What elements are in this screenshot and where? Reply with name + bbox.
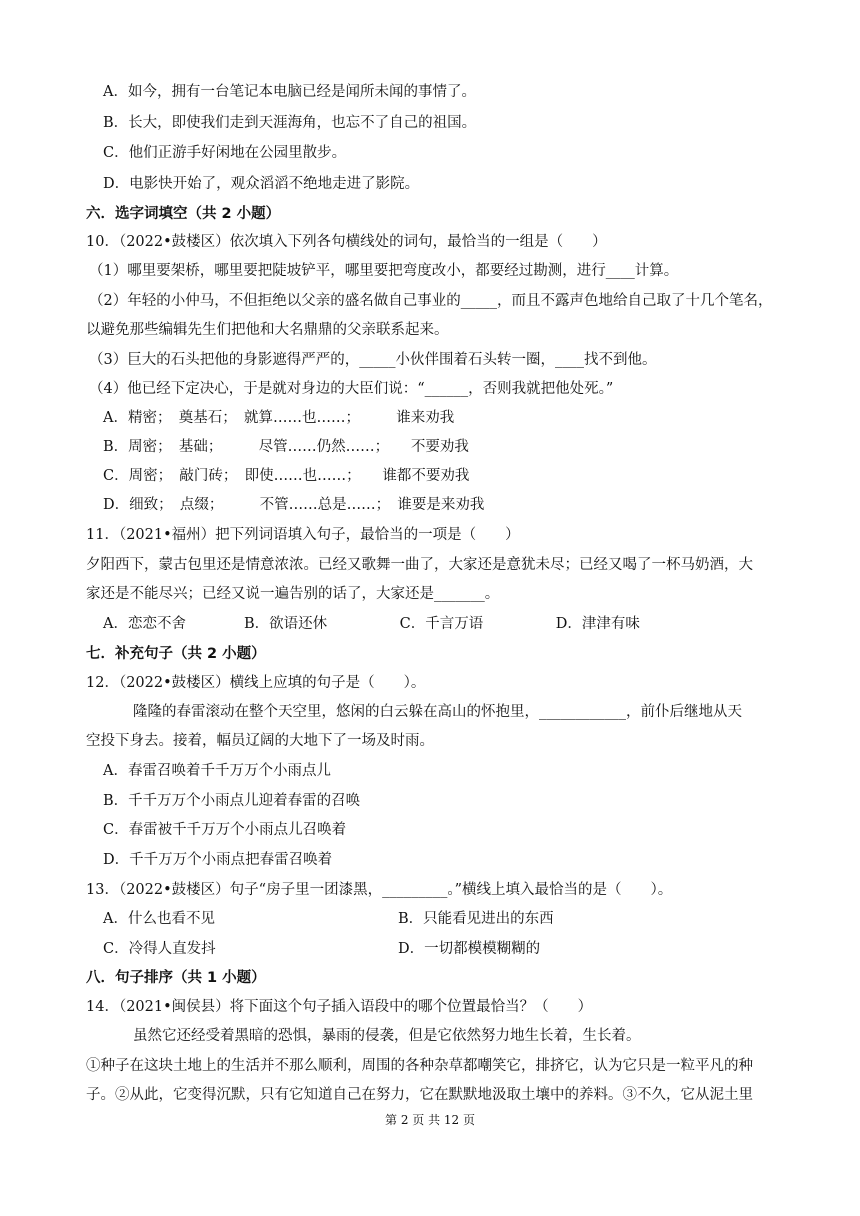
- prev-option-d: D．电影快开始了，观众滔滔不绝地走进了影院。: [103, 176, 420, 192]
- q10-option-d: D．细致； 点缀； 不管……总是……； 谁要是来劝我: [103, 497, 485, 513]
- q11-stem: 11．（2021•福州）把下列词语填入句子，最恰当的一项是（ ）: [86, 527, 520, 543]
- q12-option-c: C．春雷被千千万万个小雨点儿召唤着: [103, 822, 347, 838]
- section-6-title: 六．选字词填空（共 2 小题）: [86, 206, 281, 222]
- q13-option-d: D．一切都模模糊糊的: [398, 941, 541, 957]
- q12-passage-1: 隆隆的春雷滚动在整个天空里，悠闲的白云躲在高山的怀抱里，____________，前仆后继地从天: [133, 704, 742, 720]
- q10-option-c: C．周密； 敲门砖； 即使……也……； 谁都不要劝我: [103, 468, 470, 484]
- q13-option-b: B．只能看见进出的东西: [398, 911, 554, 927]
- page-footer: 第 2 页 共 12 页: [385, 1113, 475, 1127]
- q14-inserted-sentence: 虽然它还经受着黑暗的恐惧，暴雨的侵袭，但是它依然努力地生长着，生长着。: [133, 1028, 641, 1044]
- prev-option-b: B．长大，即使我们走到天涯海角，也忘不了自己的祖国。: [103, 115, 477, 131]
- q14-passage-1: ①种子在这块土地上的生活并不那么顺利，周围的各种杂草都嘲笑它，排挤它，认为它只是一粒平凡的种: [86, 1058, 753, 1074]
- q14-passage-2: 子。②从此，它变得沉默，只有它知道自己在努力，它在默默地汲取土壤中的养料。③不久，它从泥土里: [86, 1087, 753, 1103]
- q12-passage-2: 空投下身去。接着，幅员辽阔的大地下了一场及时雨。: [86, 733, 434, 749]
- q12-option-d: D．千千万万个小雨点把春雷召唤着: [103, 852, 333, 868]
- q10-sentence-4: （4）他已经下定决心，于是就对身边的大臣们说：“______，否则我就把他处死。”: [89, 381, 614, 397]
- q13-option-a: A．什么也看不见: [103, 911, 215, 927]
- q12-option-b: B．千千万万个小雨点儿迎着春雷的召唤: [103, 793, 361, 809]
- q10-option-a: A．精密； 奠基石； 就算……也……； 谁来劝我: [103, 410, 455, 426]
- q10-sentence-2a: （2）年轻的小仲马，不但拒绝以父亲的盛名做自己事业的_____，而且不露声色地给自己取了十几个笔名，: [89, 293, 773, 309]
- section-8-title: 八．句子排序（共 1 小题）: [86, 970, 266, 986]
- q11-passage-2: 家还是不能尽兴；已经又说一遍告别的话了，大家还是_______。: [86, 586, 500, 602]
- q13-option-c: C．冷得人直发抖: [103, 941, 216, 957]
- prev-option-c: C．他们正游手好闲地在公园里散步。: [103, 145, 347, 161]
- q12-stem: 12．（2022•鼓楼区）横线上应填的句子是（ ）。: [86, 675, 426, 691]
- q13-stem: 13．（2022•鼓楼区）句子“房子里一团漆黑，_________。”横线上填入最恰当的是（ ）。: [86, 882, 673, 898]
- q10-stem: 10．（2022•鼓楼区）依次填入下列各句横线处的词句，最恰当的一组是（ ）: [86, 234, 607, 250]
- q14-stem: 14．（2021•闽侯县）将下面这个句子插入语段中的哪个位置最恰当？（ ）: [86, 999, 593, 1015]
- q12-option-a: A．春雷召唤着千千万万个小雨点儿: [103, 763, 331, 779]
- section-7-title: 七．补充句子（共 2 小题）: [86, 646, 266, 662]
- q10-sentence-1: （1）哪里要架桥，哪里要把陡坡铲平，哪里要把弯度改小，都要经过勘测，进行____计算。: [89, 263, 679, 279]
- q11-options: A．恋恋不舍 B．欲语还休 C．千言万语 D．津津有味: [103, 616, 640, 632]
- prev-option-a: A．如今，拥有一台笔记本电脑已经是闻所未闻的事情了。: [103, 84, 476, 100]
- q10-sentence-3: （3）巨大的石头把他的身影遮得严严的，_____小伙伴围着石头转一圈，____找不到他。: [89, 352, 657, 368]
- q10-option-b: B．周密； 基础； 尽管……仍然……； 不要劝我: [103, 439, 469, 455]
- q11-passage-1: 夕阳西下，蒙古包里还是情意浓浓。已经又歌舞一曲了，大家还是意犹未尽；已经又喝了一杯马奶酒，大: [86, 557, 753, 573]
- q10-sentence-2b: 以避免那些编辑先生们把他和大名鼎鼎的父亲联系起来。: [86, 322, 449, 338]
